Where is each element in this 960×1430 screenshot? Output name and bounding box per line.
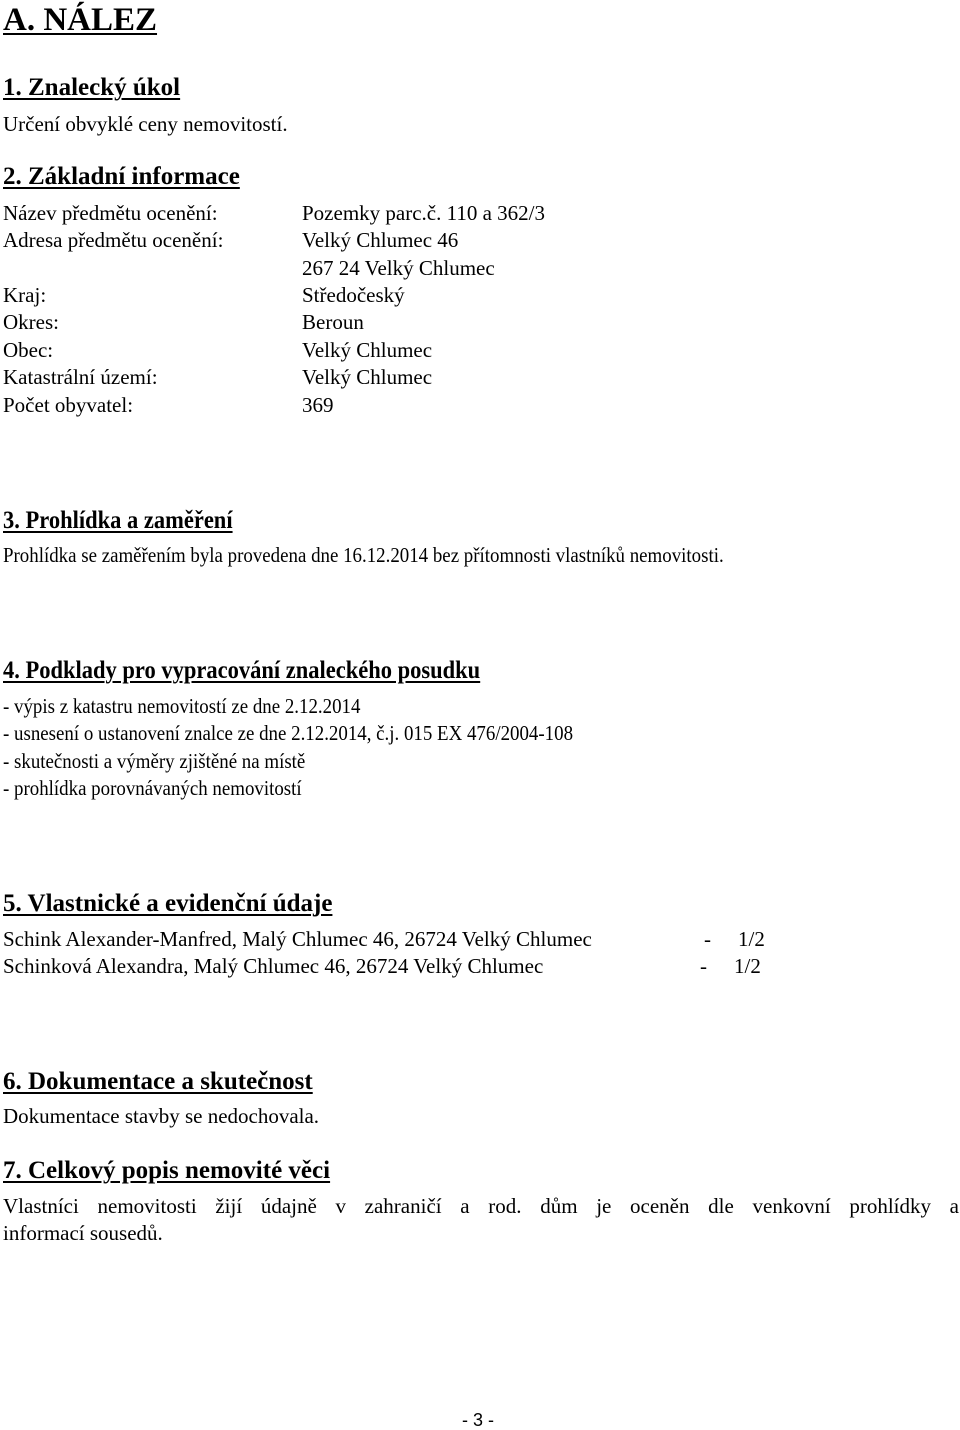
info-value: Velký Chlumec	[302, 338, 433, 362]
info-value: Beroun	[302, 310, 364, 334]
info-value: Středočeský	[302, 283, 405, 307]
info-label: Obec:	[3, 338, 54, 362]
source-item: - prohlídka porovnávaných nemovitostí	[3, 776, 302, 800]
section-4-heading: 4. Podklady pro vypracování znaleckého posudku	[3, 657, 481, 684]
section-7-line-1: Vlastníci nemovitosti žijí údajně v zahraničí a rod. dům je oceněn dle venkovní prohlídky a	[3, 1194, 959, 1218]
section-3-text: Prohlídka se zaměřením byla provedena dne 16.12.2014 bez přítomnosti vlastníků nemovitosti.	[3, 543, 724, 567]
owner-dash: -	[704, 927, 711, 951]
info-label: Okres:	[3, 310, 59, 334]
page-number: - 3 -	[462, 1410, 495, 1430]
owner-name: Schink Alexander-Manfred, Malý Chlumec 46, 26724 Velký Chlumec	[3, 927, 592, 951]
info-label: Katastrální území:	[3, 365, 158, 389]
owner-name: Schinková Alexandra, Malý Chlumec 46, 26724 Velký Chlumec	[3, 954, 544, 978]
info-label: Počet obyvatel:	[3, 393, 134, 417]
info-value: Pozemky parc.č. 110 a 362/3	[302, 201, 545, 225]
section-7-heading: 7. Celkový popis nemovité věci	[3, 1157, 331, 1184]
section-6-text: Dokumentace stavby se nedochovala.	[3, 1104, 320, 1128]
section-3-heading: 3. Prohlídka a zaměření	[3, 507, 233, 534]
info-label: Název předmětu ocenění:	[3, 201, 218, 225]
source-item: - skutečnosti a výměry zjištěné na místě	[3, 749, 306, 773]
source-item: - usnesení o ustanovení znalce ze dne 2.12.2014, č.j. 015 EX 476/2004-108	[3, 721, 574, 745]
section-6-heading: 6. Dokumentace a skutečnost	[3, 1068, 313, 1095]
page-title: A. NÁLEZ	[3, 2, 158, 38]
info-value: 267 24 Velký Chlumec	[302, 256, 495, 280]
section-7-line-2: informací sousedů.	[3, 1221, 163, 1245]
section-5-heading: 5. Vlastnické a evidenční údaje	[3, 890, 333, 917]
source-item: - výpis z katastru nemovitostí ze dne 2.12.2014	[3, 694, 361, 718]
section-1-heading: 1. Znalecký úkol	[3, 74, 181, 101]
owner-share: 1/2	[738, 927, 765, 951]
section-1-text: Určení obvyklé ceny nemovitostí.	[3, 112, 288, 136]
info-label: Kraj:	[3, 283, 47, 307]
owner-share: 1/2	[734, 954, 761, 978]
section-2-heading: 2. Základní informace	[3, 163, 240, 190]
owner-dash: -	[700, 954, 707, 978]
info-value: Velký Chlumec	[302, 365, 433, 389]
info-value: 369	[302, 393, 334, 417]
info-label: Adresa předmětu ocenění:	[3, 228, 224, 252]
info-value: Velký Chlumec 46	[302, 228, 459, 252]
